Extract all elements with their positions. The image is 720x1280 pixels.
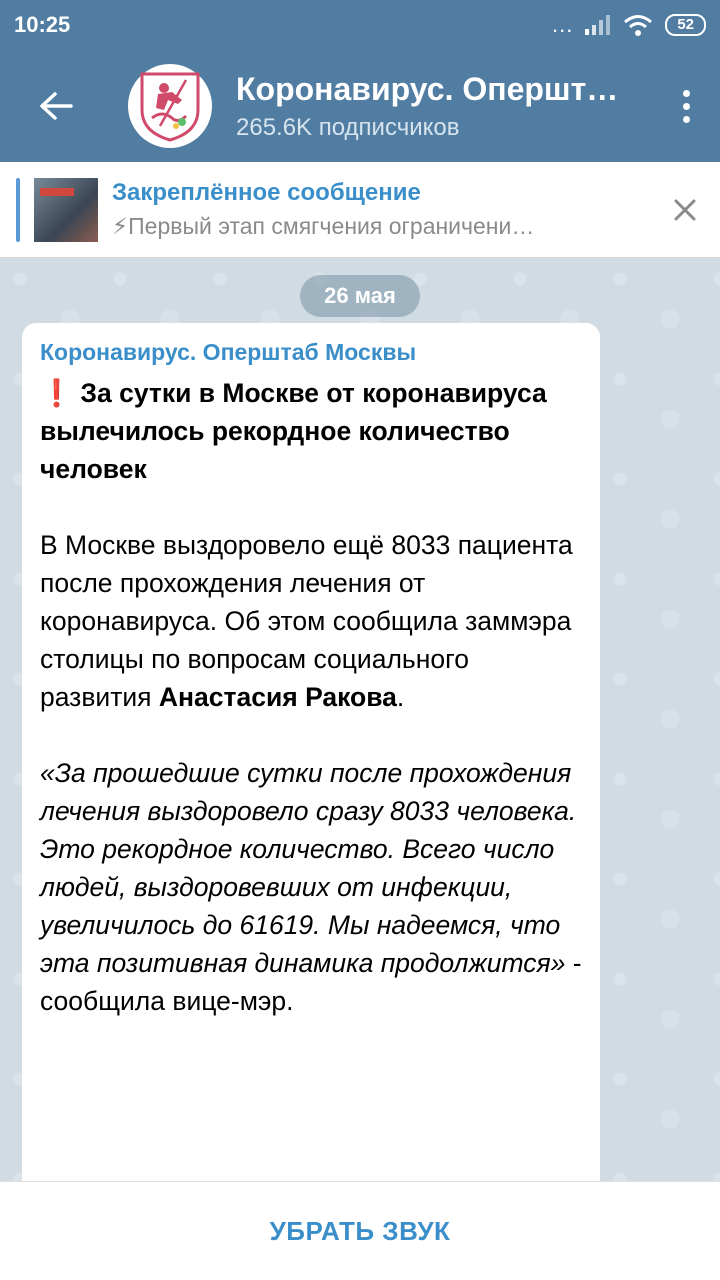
more-vert-icon-dot [683,116,690,123]
subscriber-count: 265.6K подписчиков [236,113,460,141]
mute-button[interactable]: УБРАТЬ ЗВУК [269,1215,451,1246]
status-time: 10:25 [14,12,71,37]
message-headline [40,374,582,488]
notification-dots: ... [551,12,574,37]
battery-icon: 52 [665,14,706,36]
more-vert-icon-dot [683,103,690,110]
status-bar [0,0,720,50]
chat-header [0,50,720,162]
headline-text: За сутки в Москве от коронавируса вылечилось рекордное количество человек [40,378,547,484]
paragraph-text: В Москве выздоровело ещё 8033 пациента после прохождения лечения от коронавируса. Об этом сообщила заммэра столицы по вопросам социального развития [40,530,573,712]
paragraph-bold-name: Анастасия Ракова [158,682,397,712]
back-arrow-icon [37,90,73,122]
channel-avatar[interactable] [128,64,212,148]
pinned-thumbnail [34,178,98,242]
close-icon [673,198,697,222]
status-icons [552,14,706,36]
more-vert-icon [683,90,690,97]
message-paragraph [40,526,582,716]
wifi-icon [623,14,653,36]
channel-info[interactable] [236,71,658,142]
message-bubble[interactable] [22,323,600,1181]
close-pinned-button[interactable] [650,162,720,258]
quote-text: «За прошедшие сутки после прохождения лечения выздоровело сразу 8033 человека. Это рекордное количество. Всего число людей, выздоровевших от инфекции, увеличилось до 61619. Мы надеемся, что эта позитивная динамика продолжится» [40,758,577,978]
message-author[interactable]: Коронавирус. Оперштаб Москвы [40,339,417,365]
exclamation-mark-emoji: ❗ [40,378,73,408]
pinned-message-bar[interactable] [0,162,720,258]
pinned-preview: ⚡Первый этап смягчения ограничени… [112,213,535,239]
moscow-coat-of-arms-icon [138,70,202,142]
pinned-title: Закреплённое сообщение [112,179,421,206]
mute-bar [0,1181,720,1280]
chat-area[interactable] [0,259,720,1181]
paragraph-end: . [396,682,405,712]
pinned-accent-line [16,178,20,242]
more-options-button[interactable] [658,50,714,162]
channel-title: Коронавирус. Опершт… [236,70,619,107]
quote-tail: - сообщила вице-мэр. [40,948,582,1016]
pinned-text [112,179,650,240]
date-separator: 26 мая [300,275,420,317]
message-quote [40,754,582,1020]
signal-icon [585,15,611,35]
back-button[interactable] [0,50,110,162]
